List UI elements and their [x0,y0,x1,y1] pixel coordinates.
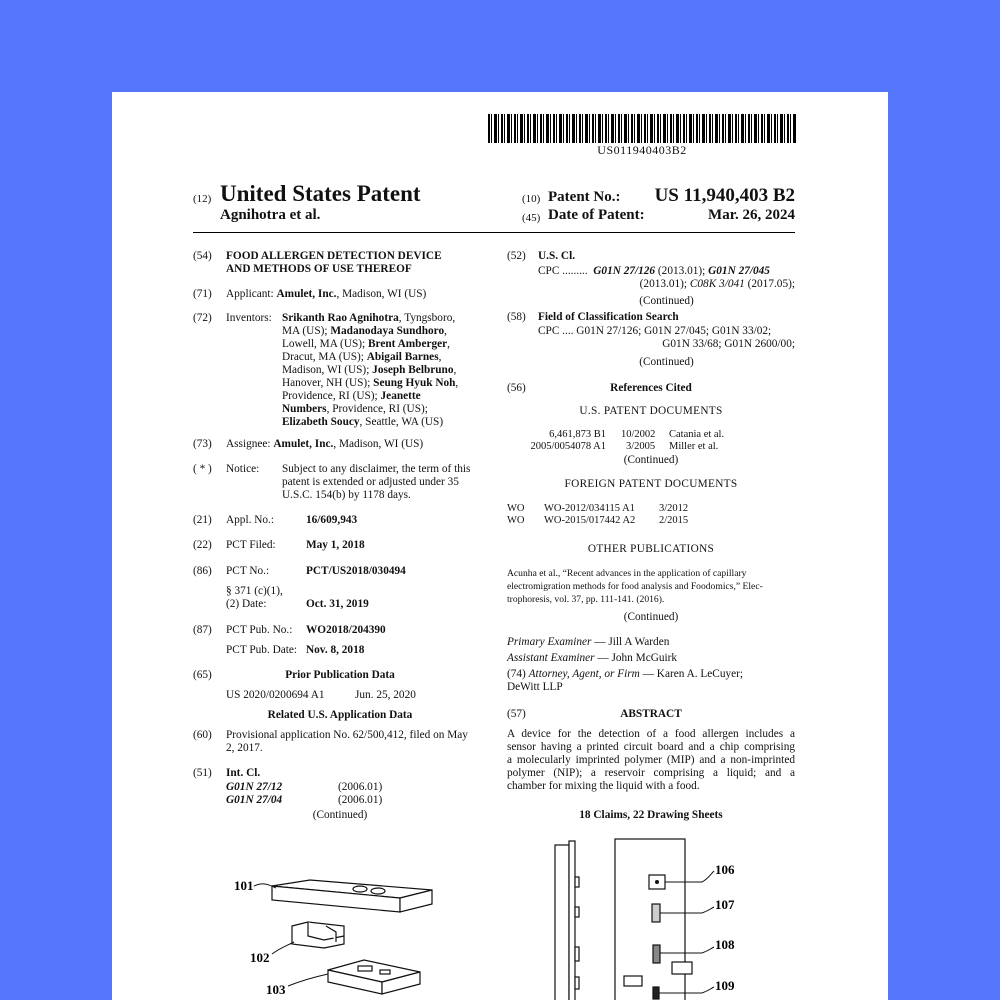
patent-date: Mar. 26, 2024 [708,207,795,223]
us-docs-heading: U.S. PATENT DOCUMENTS [579,405,723,417]
date-371: Oct. 31, 2019 [306,598,369,610]
appl-no-label: Appl. No.: [226,514,275,526]
inventor-line: Srikanth Rao Agnihotra, Tyngsboro, [282,312,456,324]
inventor-line: MA (US); Madanodaya Sundhoro, [282,325,447,337]
code-58: (58) [507,311,526,323]
foreign-docs-heading: FOREIGN PATENT DOCUMENTS [564,478,738,490]
code-10: (10) [522,193,541,205]
code-57: (57) [507,708,526,720]
label-107: 107 [715,897,735,912]
pct-pub-no: WO2018/204390 [306,624,386,636]
us-docs-continued: (Continued) [623,454,679,466]
foreign-doc-1-cc: WO [507,503,525,514]
pct-no: PCT/US2018/030494 [306,565,406,577]
barcode [488,114,796,143]
code-51: (51) [193,767,212,779]
header-divider [193,232,795,233]
code-72: (72) [193,312,212,324]
title-line-2: AND METHODS OF USE THEREOF [226,263,412,275]
us-doc-1-number: 6,461,873 B1 [549,429,606,440]
foreign-doc-2-number: WO-2015/017442 A2 [544,515,636,526]
patent-title: United States Patent [220,181,421,206]
field-search-cpc: CPC .... G01N 27/126; G01N 27/045; G01N 33/02; G01N 33/68; G01N 2600/00; [538,325,795,350]
references-heading: References Cited [610,382,692,394]
prior-pub-date: Jun. 25, 2020 [355,689,416,701]
section-371: § 371 (c)(1), [226,585,283,597]
field-search-continued: (Continued) [639,356,694,368]
other-pubs-heading: OTHER PUBLICATIONS [587,543,715,555]
assistant-examiner: Assistant Examiner — John McGuirk [507,652,678,664]
prior-pub-heading: Prior Publication Data [285,669,395,681]
pct-no-label: PCT No.: [226,565,270,577]
inventor-line: Dracut, MA (US); Abigail Barnes, [282,351,442,363]
code-notice: ( * ) [193,463,212,475]
label-101: 101 [234,878,254,893]
pct-pub-no-label: PCT Pub. No.: [226,624,293,636]
inventors-list [282,312,458,429]
label-109: 109 [715,978,735,993]
code-73: (73) [193,438,212,450]
us-cl-label: U.S. Cl. [538,250,576,262]
foreign-doc-2-cc: WO [507,515,525,526]
us-doc-1-name: Catania et al. [669,429,725,440]
figure-sensor-board [552,837,752,1000]
title-line-1: FOOD ALLERGEN DETECTION DEVICE [226,250,442,262]
code-60: (60) [193,729,212,741]
label-106: 106 [715,862,735,877]
int-cl-1: G01N 27/12 [226,781,283,793]
label-102: 102 [250,950,270,965]
field-search-label: Field of Classification Search [538,311,679,323]
foreign-doc-2-date: 2/2015 [659,515,689,526]
int-cl-1-version: (2006.01) [338,781,383,793]
inventors-label: Inventors: [226,312,272,324]
us-doc-2-number: 2005/0054078 A1 [530,441,606,452]
patent-number: US 11,940,403 B2 [654,185,795,206]
int-cl-2: G01N 27/04 [226,794,283,806]
other-pub-1: Acunha et al., “Recent advances in the application of capillary electromigration methods for food analysis and Foodomics,” Elec- trophoresis, vol. 37, pp. 111-141. (2016). [507,568,763,605]
patent-no-label: Patent No.: [548,189,621,205]
int-cl-label: Int. Cl. [226,767,261,779]
inventor-line: Providence, RI (US); Jeanette [282,390,421,402]
inventor-line: Hanover, NH (US); Seung Hyuk Noh, [282,377,459,389]
int-cl-2-version: (2006.01) [338,794,383,806]
code-71: (71) [193,288,212,300]
pct-filed: May 1, 2018 [306,539,365,551]
code-87: (87) [193,624,212,636]
us-doc-2-date: 3/2005 [626,441,656,452]
inventor-line: Madison, WI (US); Joseph Belbruno, [282,364,457,376]
code-12: (12) [193,193,212,205]
label-108: 108 [715,937,735,952]
date-label: Date of Patent: [548,207,645,223]
prior-pub-number: US 2020/0200694 A1 [226,689,325,701]
code-56: (56) [507,382,526,394]
code-54: (54) [193,250,212,262]
abstract-heading: ABSTRACT [620,708,682,720]
pct-pub-date: Nov. 8, 2018 [306,644,365,656]
related-heading: Related U.S. Application Data [267,709,413,721]
applicant: Applicant: Amulet, Inc., Madison, WI (US) [226,288,427,300]
pct-pub-date-label: PCT Pub. Date: [226,644,298,656]
abstract-text: A device for the detection of a food allergen includes a sensor having a printed circuit board and a chip comprising a molecularly imprinted polymer (MIP) and a non-imprinted polymer (NIP); a reservoir comprising a liquid; and a chamber for mixing the liquid with a food. [507,728,795,792]
code-45: (45) [522,212,541,224]
foreign-doc-1-number: WO-2012/034115 A1 [544,503,635,514]
primary-examiner: Primary Examiner — Jill A Warden [507,636,670,648]
code-22: (22) [193,539,212,551]
code-52: (52) [507,250,526,262]
code-21: (21) [193,514,212,526]
us-cl-continued: (Continued) [639,295,694,307]
notice-text: Subject to any disclaimer, the term of this patent is extended or adjusted under 35 U.S.C. 154(b) by 1178 days. [282,463,471,501]
inventor-line: Elizabeth Soucy, Seattle, WA (US) [282,416,444,428]
label-103: 103 [266,982,286,997]
claims-summary: 18 Claims, 22 Drawing Sheets [579,809,723,821]
attorney: (74) Attorney, Agent, or Firm — Karen A. LeCuyer; DeWitt LLP [507,668,744,693]
assignee: Assignee: Amulet, Inc., Madison, WI (US) [226,438,424,450]
pct-filed-label: PCT Filed: [226,539,276,551]
foreign-doc-1-date: 3/2012 [659,503,689,514]
provisional-application: Provisional application No. 62/500,412, filed on May 2, 2017. [226,729,468,754]
us-doc-2-name: Miller et al. [669,441,719,452]
code-65: (65) [193,669,212,681]
figure-exploded-device [232,862,462,1000]
inventor-line: Numbers, Providence, RI (US); [282,403,428,415]
us-cl-cpc: CPC ......... G01N 27/126 (2013.01); G01N 27/045 (2013.01); C08K 3/041 (2017.05); [538,265,795,290]
other-pubs-continued: (Continued) [623,611,679,623]
int-cl-continued: (Continued) [312,809,368,821]
patent-page [112,92,888,1000]
inventor-line: Lowell, MA (US); Brent Amberger, [282,338,450,350]
code-86: (86) [193,565,212,577]
date-371-label: (2) Date: [226,598,267,610]
us-doc-1-date: 10/2002 [621,429,656,440]
barcode-number: US011940403B2 [597,143,687,157]
notice-label: Notice: [226,463,260,475]
appl-no: 16/609,943 [306,514,358,526]
inventor-short: Agnihotra et al. [220,207,321,223]
